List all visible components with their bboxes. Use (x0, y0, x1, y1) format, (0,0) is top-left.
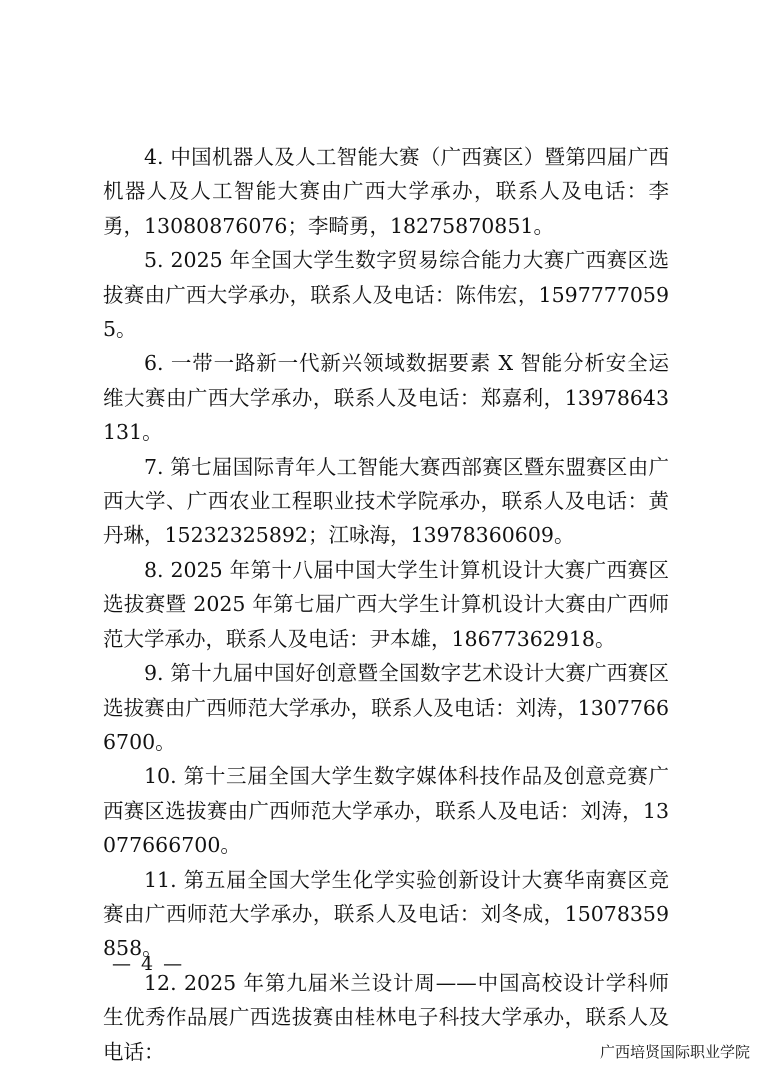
list-item-11: 11. 第五届全国大学生化学实验创新设计大赛华南赛区竞赛由广西师范大学承办，联系人及电话：刘冬成，15078359858。 (103, 867, 669, 961)
list-item-7: 7. 第七届国际青年人工智能大赛西部赛区暨东盟赛区由广西大学、广西农业工程职业技术学院承办，联系人及电话：黄丹琳，15232325892；江咏海，13978360609。 (103, 454, 669, 548)
list-item-6: 6. 一带一路新一代新兴领域数据要素 X 智能分析安全运维大赛由广西大学承办，联系人及电话：郑嘉利，13978643131。 (103, 351, 669, 445)
list-item-12: 12. 2025 年第九届米兰设计周——中国高校设计学科师生优秀作品展广西选拔赛由桂林电子科技大学承办，联系人及电话： (103, 970, 669, 1064)
watermark: 广西培贤国际职业学院 (599, 1043, 750, 1061)
list-item-8: 8. 2025 年第十八届中国大学生计算机设计大赛广西赛区选拔赛暨 2025 年第七届广西大学生计算机设计大赛由广西师范大学承办，联系人及电话：尹本雄，18677362918。 (103, 557, 669, 651)
list-item-9: 9. 第十九届中国好创意暨全国数字艺术设计大赛广西赛区选拔赛由广西师范大学承办，联系人及电话：刘涛，13077666700。 (103, 661, 669, 754)
list-item-5: 5. 2025 年全国大学生数字贸易综合能力大赛广西赛区选拔赛由广西大学承办，联系人及电话：陈伟宏，15977770595。 (103, 248, 669, 342)
page-number: — 4 — (112, 953, 185, 975)
list-item-4: 4. 中国机器人及人工智能大赛（广西赛区）暨第四届广西机器人及人工智能大赛由广西大学承办，联系人及电话：李勇，13080876076；李畸勇，18275870851。 (103, 145, 669, 238)
document-body (103, 140, 669, 1069)
list-item-10: 10. 第十三届全国大学生数字媒体科技作品及创意竞赛广西赛区选拔赛由广西师范大学承办，联系人及电话：刘涛，13077666700。 (103, 764, 669, 858)
